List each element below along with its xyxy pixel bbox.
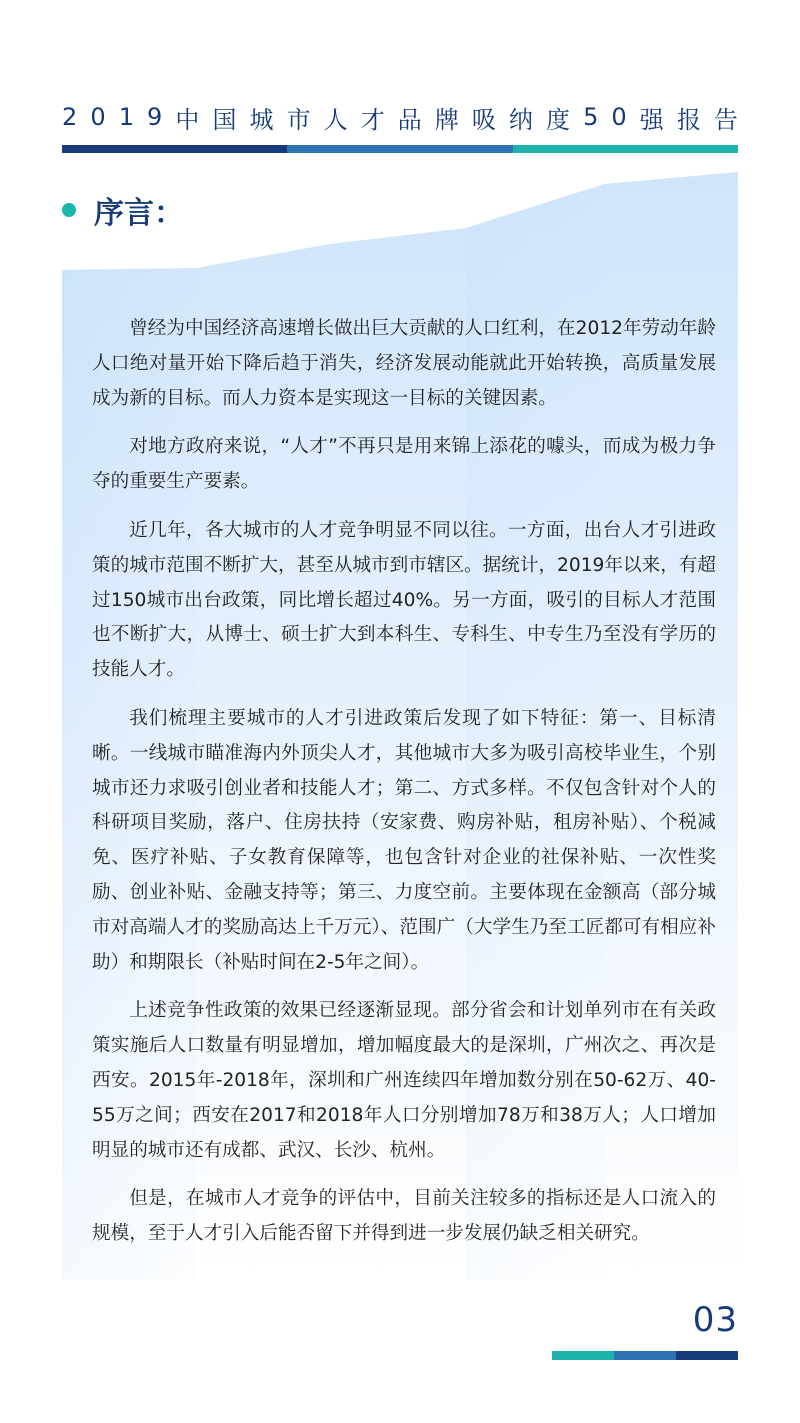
report-title-char: 强 bbox=[639, 105, 664, 134]
report-title-char: 牌 bbox=[434, 105, 459, 134]
report-title-char: 告 bbox=[713, 105, 738, 134]
header-bar-segment-teal bbox=[513, 145, 738, 153]
paragraph-2: 对地方政府来说，“人才”不再只是用来锦上添花的噱头，而成为极力争夺的重要生产要素。 bbox=[92, 436, 716, 493]
header-bar-segment-blue bbox=[287, 145, 512, 153]
report-title-char: 0 bbox=[611, 103, 627, 131]
footer-bar-segment-blue bbox=[614, 1351, 676, 1360]
report-title-char: 吸 bbox=[471, 105, 496, 134]
report-title-char: 人 bbox=[323, 105, 348, 134]
report-title-char: 5 bbox=[583, 103, 599, 131]
report-title-char: 才 bbox=[360, 105, 385, 134]
report-title-char: 市 bbox=[286, 105, 311, 134]
preface-body bbox=[92, 312, 716, 1266]
paragraph-1: 曾经为中国经济高速增长做出巨大贡献的人口红利，在2012年劳动年龄人口绝对量开始下降后趋于消失，经济发展动能就此开始转换，高质量发展成为新的目标。而人力资本是实现这一目标的关键因素。 bbox=[92, 318, 716, 409]
header-bar-segment-navy bbox=[62, 145, 287, 153]
report-title-char: 纳 bbox=[508, 105, 533, 134]
paragraph-3: 近几年，各大城市的人才竞争明显不同以往。一方面，出台人才引进政策的城市范围不断扩大，甚至从城市到市辖区。据统计，2019年以来，有超过150城市出台政策，同比增长超过40%。另一方面，吸引的目标人才范围也不断扩大，从博士、硕士扩大到本科生、专科生、中专生乃至没有学历的技能人才。 bbox=[92, 519, 716, 681]
report-title-char: 品 bbox=[397, 105, 422, 134]
page-number: 03 bbox=[692, 1300, 738, 1340]
report-title-char: 度 bbox=[546, 105, 570, 134]
header-color-bar bbox=[62, 145, 738, 153]
report-title-char: 2 bbox=[62, 103, 78, 131]
footer-bar-segment-teal bbox=[552, 1351, 614, 1360]
bullet-dot-icon bbox=[62, 203, 76, 217]
report-title-char: 1 bbox=[118, 103, 134, 131]
report-header-title bbox=[62, 100, 738, 134]
report-title-char: 0 bbox=[90, 103, 106, 131]
paragraph-6: 但是，在城市人才竞争的评估中，目前关注较多的指标还是人口流入的规模，至于人才引入后能否留下并得到进一步发展仍缺乏相关研究。 bbox=[92, 1188, 716, 1245]
report-title-char: 中 bbox=[175, 105, 200, 134]
paragraph-5: 上述竞争性政策的效果已经逐渐显现。部分省会和计划单列市在有关政策实施后人口数量有明显增加，增加幅度最大的是深圳，广州次之、再次是西安。2015年-2018年，深圳和广州连续四年增加数分别在50-62万、40-55万之间；西安在2017和2018年人口分别增加78万和38万人；人口增加明显的城市还有成都、武汉、长沙、杭州。 bbox=[92, 1000, 716, 1161]
section-heading bbox=[62, 188, 184, 232]
paragraph-4: 我们梳理主要城市的人才引进政策后发现了如下特征：第一、目标清晰。一线城市瞄准海内外顶尖人才，其他城市大多为吸引高校毕业生，个别城市还力求吸引创业者和技能人才；第二、方式多样。不仅包含针对个人的科研项目奖励，落户、住房扶持（安家费、购房补贴，租房补贴）、个税减免、医疗补贴、子女教育保障等，也包含针对企业的社保补贴、一次性奖励、创业补贴、金融支持等；第三、力度空前。主要体现在金额高（部分城市对高端人才的奖励高达上千万元）、范围广（大学生乃至工匠都可有相应补助）和期限长（补贴时间在2-5年之间）。 bbox=[92, 707, 716, 973]
report-title-char: 城 bbox=[249, 105, 274, 134]
footer-bar-segment-navy bbox=[676, 1351, 738, 1360]
section-heading-text: 序言： bbox=[94, 196, 184, 231]
footer-color-bar bbox=[552, 1351, 738, 1360]
report-title-char: 国 bbox=[212, 105, 237, 134]
report-title-char: 9 bbox=[147, 103, 163, 131]
report-title-char: 报 bbox=[676, 105, 701, 134]
